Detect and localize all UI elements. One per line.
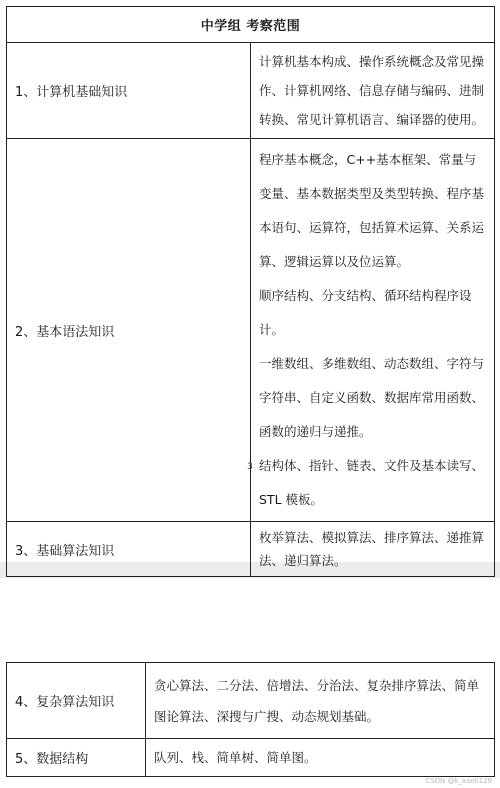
scope-table-bottom — [6, 662, 495, 777]
watermark: CSDN @k_xaoli129 — [425, 777, 492, 785]
row-content — [251, 43, 495, 139]
content-paragraph: 贪心算法、二分法、倍增法、分治法、复杂排序算法、简单图论算法、深搜与广搜、动态规划基础。 — [154, 677, 480, 724]
row-content — [146, 663, 495, 739]
row-label: 4、复杂算法知识 — [7, 663, 146, 739]
content-paragraph: 顺序结构、分支结构、循环结构程序设计。 — [259, 288, 472, 337]
page-number: 3 — [247, 462, 253, 472]
row-content — [251, 522, 495, 577]
content-paragraph: 结构体、指针、链表、文件及基本读写、STL 模板。 — [259, 458, 485, 507]
content-paragraph: 程序基本概念，C++基本框架、常量与变量、基本数据类型及类型转换、程序基本语句、运算符，包括算术运算、关系运算、逻辑运算以及位运算。 — [259, 152, 485, 269]
content-paragraph: 计算机基本构成、操作系统概念及常见操作、计算机网络、信息存储与编码、进制转换、常见计算机语言、编译器的使用。 — [259, 54, 485, 127]
scope-table-top — [6, 6, 495, 577]
row-content — [146, 739, 495, 777]
content-paragraph: 枚举算法、模拟算法、排序算法、递推算法、递归算法。 — [259, 530, 485, 568]
table-row — [7, 663, 495, 739]
row-label: 3、基础算法知识 — [7, 522, 251, 577]
content-paragraph: 队列、栈、简单树、简单图。 — [154, 750, 317, 765]
table-row — [7, 739, 495, 777]
content-paragraph: 一维数组、多维数组、动态数组、字符与字符串、自定义函数、数据库常用函数、函数的递归与递推。 — [259, 356, 485, 439]
row-label: 1、计算机基础知识 — [7, 43, 251, 139]
table-title-row — [7, 7, 495, 43]
table-row — [7, 43, 495, 139]
table-title: 中学组 考察范围 — [7, 7, 495, 43]
table-row — [7, 522, 495, 577]
row-label: 2、基本语法知识 — [7, 139, 251, 522]
row-label: 5、数据结构 — [7, 739, 146, 777]
